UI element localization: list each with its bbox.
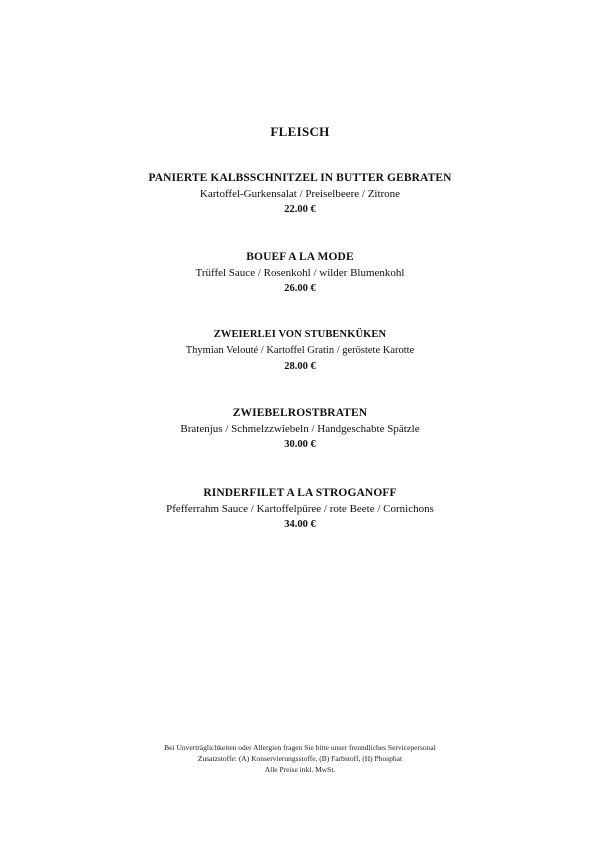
dish-price: 30.00 €	[284, 439, 316, 450]
dish-item	[0, 170, 600, 218]
menu-footer	[0, 742, 600, 775]
dish-name: ZWIEBELROSTBRATEN	[232, 407, 368, 419]
dish-name: BOUEF A LA MODE	[246, 251, 354, 263]
dish-name: PANIERTE KALBSSCHNITZEL IN BUTTER GEBRATEN	[148, 172, 452, 184]
dish-description: Pfefferrahm Sauce / Kartoffelpüree / rote Beete / Cornichons	[166, 503, 434, 515]
dish-item	[0, 485, 600, 533]
dish-price: 28.00 €	[284, 361, 316, 372]
dish-price: 26.00 €	[284, 283, 316, 294]
additives-note: Zusatzstoffe: (A) Konservierungsstoffe, (B) Farbstoff, (H) Phosphat	[197, 754, 403, 763]
dish-item	[0, 327, 600, 375]
dish-item	[0, 405, 600, 453]
allergy-note: Bei Unverträglichkeiten oder Allergien fragen Sie bitte unser freundliches Servicepersonal	[164, 743, 436, 752]
tax-note: Alle Preise inkl. MwSt.	[264, 765, 336, 774]
dish-name: ZWEIERLEI VON STUBENKÜKEN	[213, 329, 387, 340]
dish-price: 22.00 €	[284, 204, 316, 215]
dish-description: Bratenjus / Schmelzzwiebeln / Handgeschabte Spätzle	[180, 423, 420, 435]
dish-name: RINDERFILET A LA STROGANOFF	[203, 487, 397, 499]
section-title: FLEISCH	[270, 124, 330, 139]
dish-description: Trüffel Sauce / Rosenkohl / wilder Blumenkohl	[195, 267, 405, 279]
dish-description: Kartoffel-Gurkensalat / Preiselbeere / Zitrone	[199, 188, 401, 200]
dish-price: 34.00 €	[284, 519, 316, 530]
dish-description: Thymian Velouté / Kartoffel Gratin / geröstete Karotte	[185, 345, 415, 356]
dish-item	[0, 249, 600, 297]
